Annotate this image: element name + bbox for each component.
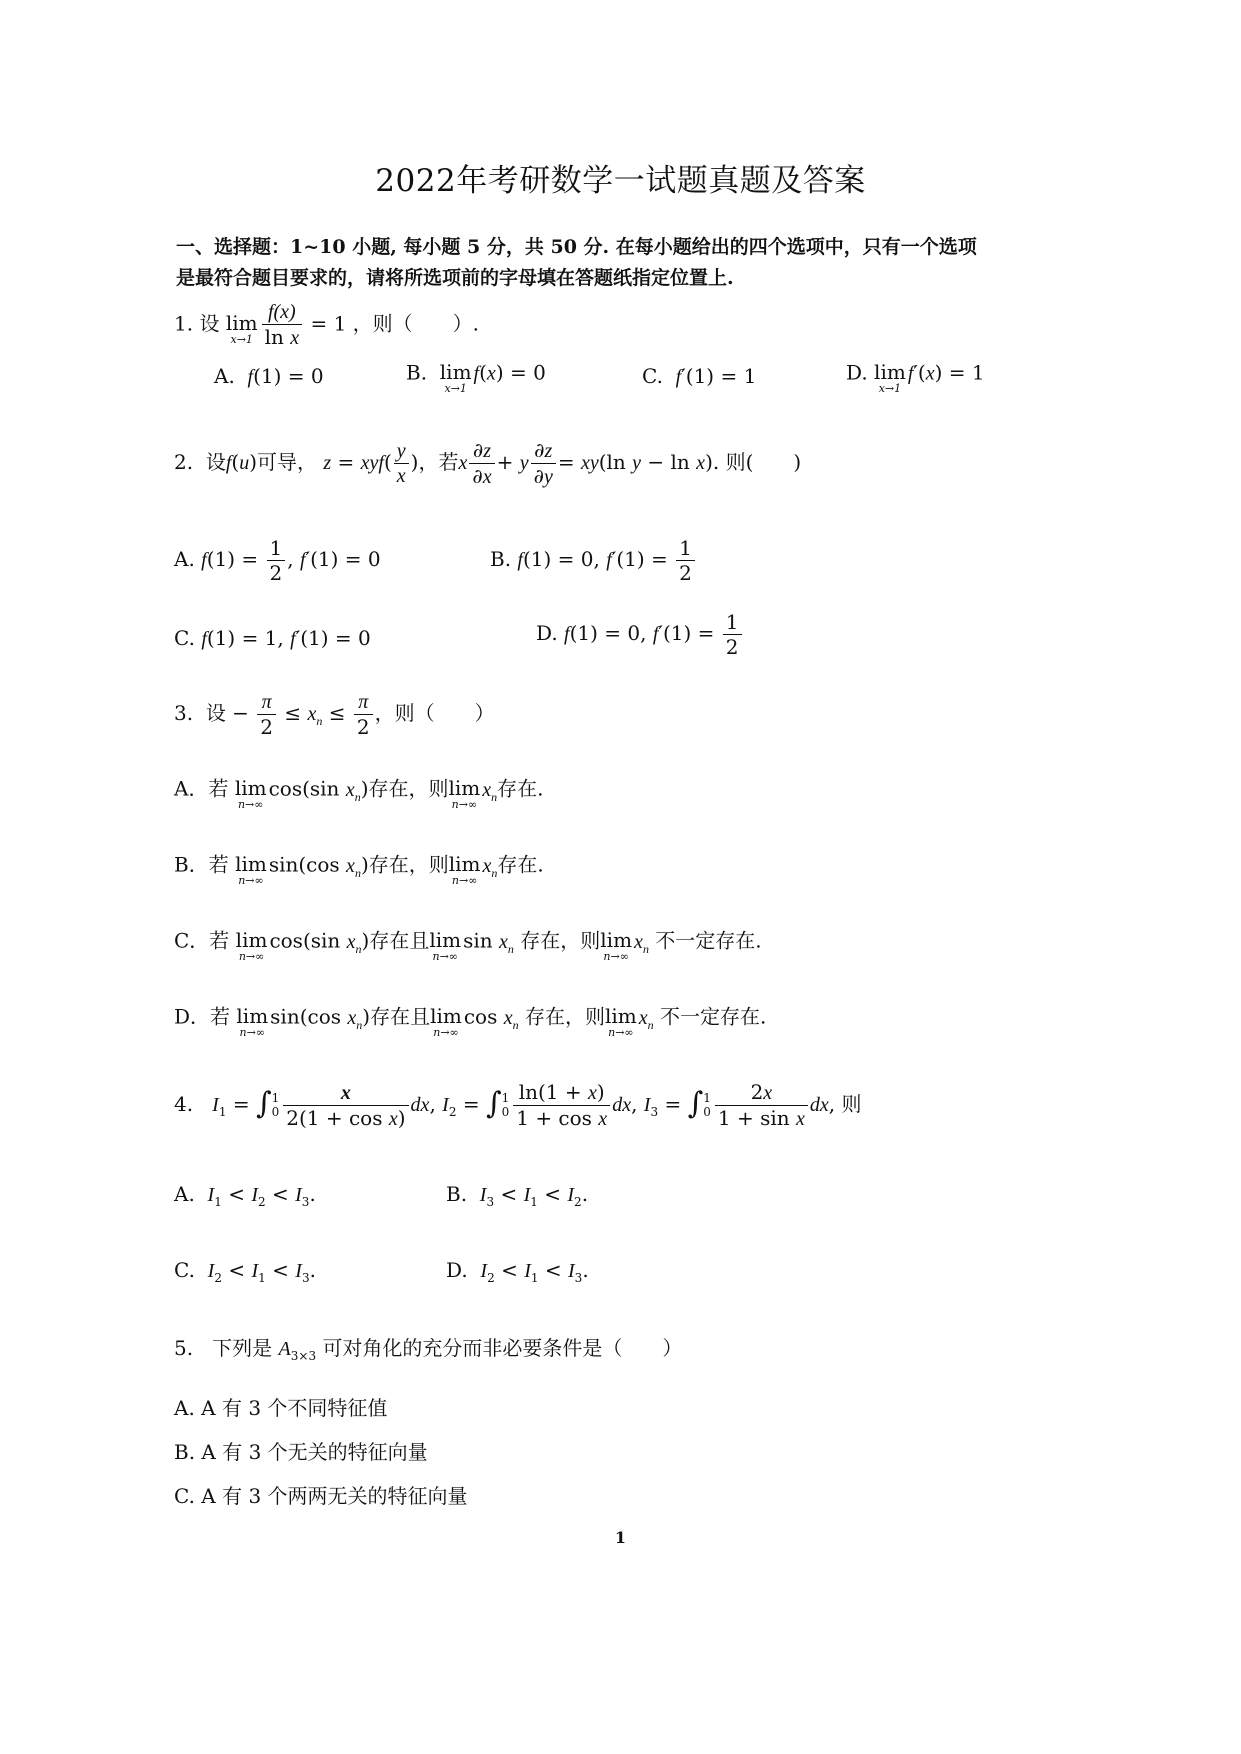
q1-option-b[interactable]: B. lim x→1 f(x) = 0 bbox=[406, 360, 546, 395]
q3-option-a[interactable]: A．若 lim n→∞ cos(sin $x_n$)存在，则 lim n→∞ $x_n$存在. bbox=[174, 776, 544, 811]
q1-option-a[interactable]: A. f(1) = 0 bbox=[214, 364, 324, 388]
q2-option-b[interactable]: B. f(1) = 0, f′(1) = $\frac{1}{2}$ bbox=[490, 538, 697, 583]
question-4-stem: 4. $I_1$ = ∫ 1 0 $\frac{x}{\text{2(1 + cos x)}}$ dx, $I_2$ = ∫ 1 0 $\frac{\ln(1 + x)}{\text{1 + cos x}}$ dx, $I_3$ = ∫ 1 0 $\frac{2x}{\text{1 + sin x}}$ dx, 则 bbox=[174, 1080, 862, 1130]
math-limit: lim x→1 bbox=[225, 311, 258, 346]
math-fraction: $\frac{f(x)}{\text{ln x}}$ bbox=[262, 302, 303, 348]
q4-option-d[interactable]: D. $I_2 < I_1 < I_3$. bbox=[446, 1258, 589, 1285]
q3-option-b[interactable]: B．若 lim n→∞ sin(cos $x_n$)存在，则 lim n→∞ $x_n$存在. bbox=[174, 852, 544, 887]
question-number: 1. bbox=[174, 311, 194, 336]
section-instructions-line2: 是最符合题目要求的，请将所选项前的字母填在答题纸指定位置上. bbox=[176, 267, 734, 289]
section-instructions-line1: 一、选择题：1~10 小题, 每小题 5 分，共 50 分. 在每小题给出的四个选项中，只有一个选项 bbox=[176, 236, 977, 258]
page-title: 2022年考研数学一试题真题及答案 bbox=[375, 163, 866, 199]
page-number: 1 bbox=[614, 1528, 627, 1547]
question-2-stem: 2. 设f(u)可导， z = xyf( $\frac{y}{x}$ )，若x $\frac{\partial z}{\partial x}$ + y $\frac{\partial z}{\partial y}$ = xy(ln y − ln x). 则( ) bbox=[174, 438, 802, 488]
q5-option-c[interactable]: C. A 有 3 个两两无关的特征向量 bbox=[174, 1484, 468, 1508]
question-text: 设 bbox=[199, 311, 220, 336]
q3-option-d[interactable]: D．若 lim n→∞ sin(cos $x_n$)存在且 lim n→∞ $\cos x_n$ 存在，则 lim n→∞ $x_n$ 不一定存在. bbox=[174, 1004, 767, 1039]
q4-option-c[interactable]: C. $I_2 < I_1 < I_3$. bbox=[174, 1258, 316, 1285]
question-1-stem: 1. 设 lim x→1 $\frac{f(x)}{\text{ln x}}$ = 1 ，则（ ）. bbox=[174, 301, 480, 349]
question-5-stem: 5. 下列是 $A_{3\times 3}$ 可对角化的充分而非必要条件是（ ） bbox=[174, 1336, 683, 1363]
q2-option-a[interactable]: A. f(1) = $\frac{1}{2}$ , f′(1) = 0 bbox=[174, 536, 381, 585]
question-3-stem: 3. 设 − $\frac{\pi}{2}$ ≤ $x_n$ ≤ $\frac{\pi}{2}$ ，则（ ） bbox=[174, 691, 495, 739]
q1-option-c[interactable]: C. f′(1) = 1 bbox=[642, 364, 757, 388]
q5-option-b[interactable]: B. A 有 3 个无关的特征向量 bbox=[174, 1440, 428, 1464]
q4-option-a[interactable]: A. $I_1 < I_2 < I_3$. bbox=[174, 1182, 316, 1209]
q5-option-a[interactable]: A. A 有 3 个不同特征值 bbox=[174, 1396, 388, 1420]
question-text: ，则（ ）. bbox=[352, 311, 480, 336]
q4-option-b[interactable]: B. $I_3 < I_1 < I_2$. bbox=[446, 1182, 589, 1209]
q2-option-d[interactable]: D. f(1) = 0, f′(1) = $\frac{1}{2}$ bbox=[536, 612, 744, 657]
q2-option-c[interactable]: C. f(1) = 1, f′(1) = 0 bbox=[174, 626, 371, 650]
q1-option-d[interactable]: D. lim x→1 f′(x) = 1 bbox=[846, 360, 985, 395]
q3-option-c[interactable]: C．若 lim n→∞ cos(sin $x_n$)存在且 lim n→∞ $\sin x_n$ 存在，则 lim n→∞ $x_n$ 不一定存在. bbox=[174, 928, 762, 963]
